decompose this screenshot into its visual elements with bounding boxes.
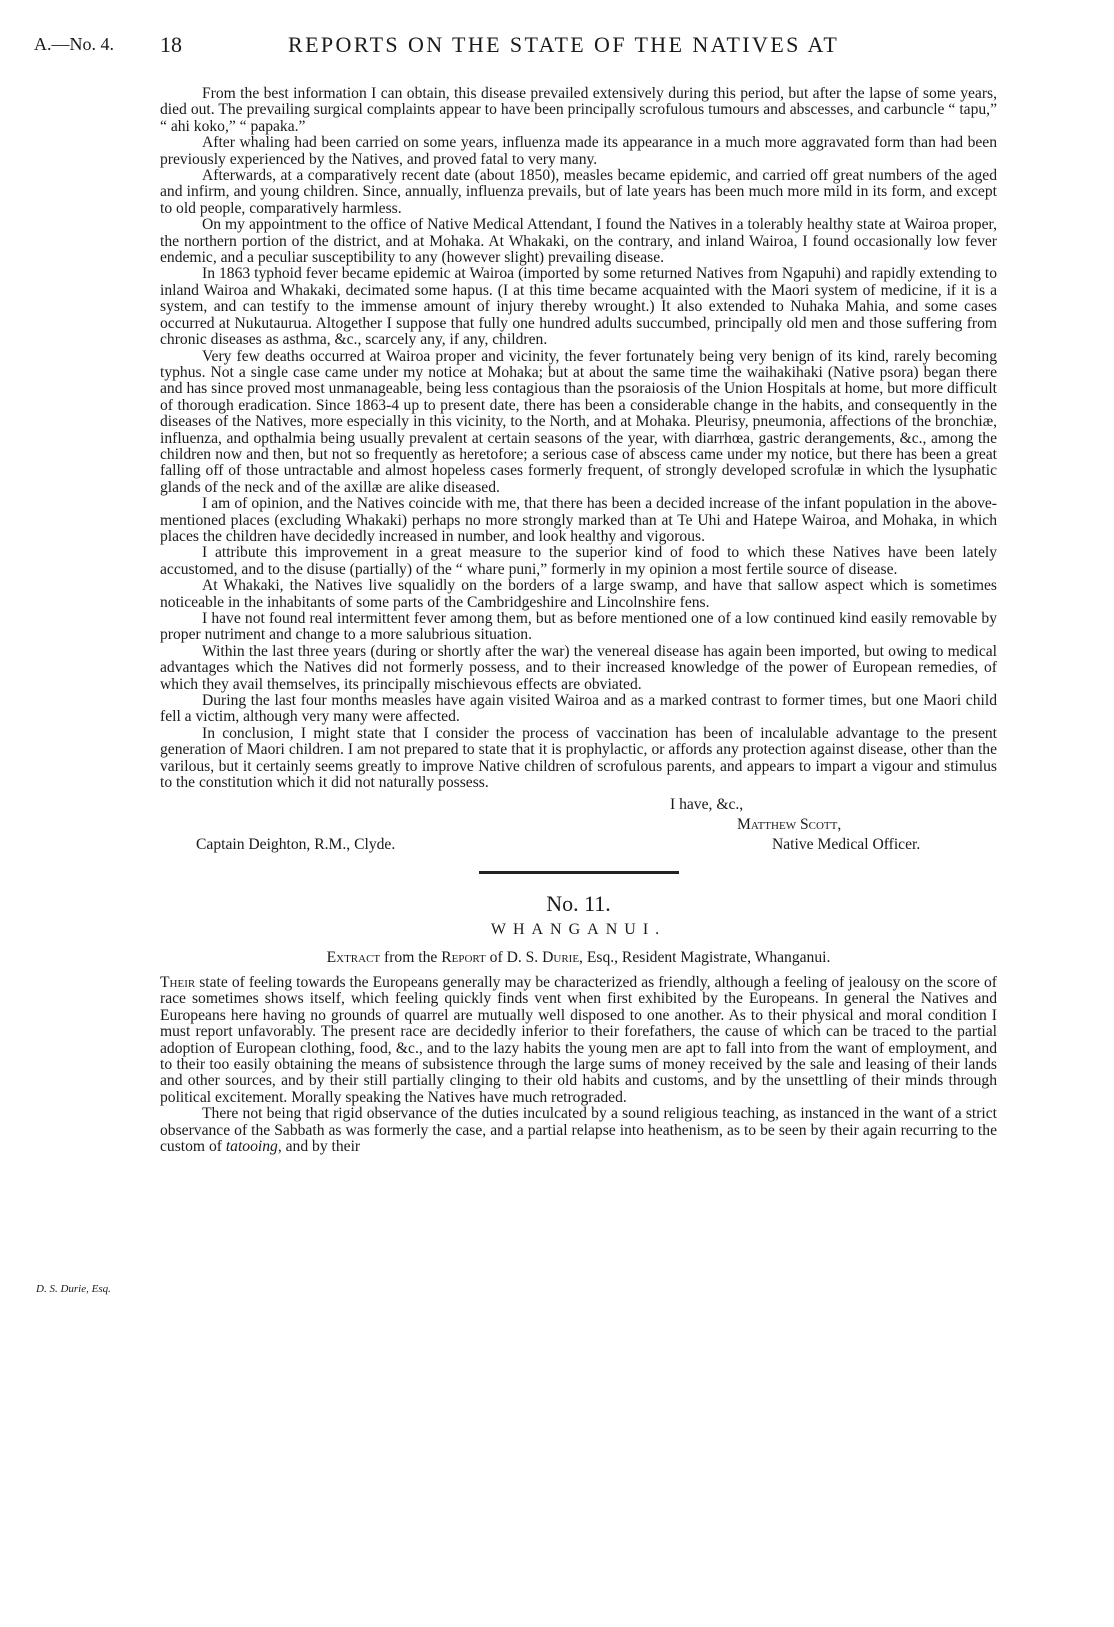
- paragraph: From the best information I can obtain, this disease prevailed extensively during this period, but after the lapse of some years, died out. The prevailing surgical complaints appear to have been principally scrofulous tumours and abscesses, and carbuncle “ tapu,” “ ahi koko,” “ papaka.”: [160, 85, 997, 135]
- paragraph: There not being that rigid observance of the duties inculcated by a sound religious teaching, as instanced in the want of a strict observance of the Sabbath as was formerly the case, and a partial relapse into heathenism, as to be seen by their again recurring to the custom of tatooing, and by their: [160, 1105, 997, 1155]
- running-title: REPORTS ON THE STATE OF THE NATIVES AT: [288, 32, 840, 57]
- paragraph: In 1863 typhoid fever became epidemic at Wairoa (imported by some returned Natives from Ngapuhi) and rapidly extending to inland Wairoa and Whakaki, decimated some hapus. (I at this time became acquainted with the Maori system of medicine, if it is a system, and can testify to the immense amount of injury thereby wrought.) It also extended to Nuhaka Mahia, and some cases occurred at Nukutaurua. Altogether I suppose that fully one hundred adults succumbed, principally old men and those suffering from chronic diseases as asthma, &c., scarcely any, if any, children.: [160, 265, 997, 349]
- document-body: [160, 86, 997, 1155]
- signature-block: [160, 797, 997, 861]
- extract-heading: Extract from the Report of D. S. Durie, Esq., Resident Magistrate, Whanganui.: [326, 949, 831, 967]
- paragraph: On my appointment to the office of Native Medical Attendant, I found the Natives in a tolerably healthy state at Wairoa proper, the northern portion of the district, and at Mohaka. At Whakaki, on the contrary, and inland Wairoa, I found occasionally low fever endemic, and a peculiar susceptibility to any (however slight) prevailing disease.: [160, 216, 997, 267]
- paragraph: I am of opinion, and the Natives coincide with me, that there has been a decided increase of the infant population in the above-mentioned places (excluding Whakaki) perhaps no more strongly marked than at Te Uhi and Hatepe Wairoa, and Mohaka, in which places the children have decidedly increased in number, and look healthy and vigorous.: [160, 495, 997, 545]
- paragraph: I have not found real intermittent fever among them, but as before mentioned one of a low continued kind easily removable by proper nutriment and change to a more salubrious situation.: [160, 610, 997, 644]
- addressee: Captain Deighton, R.M., Clyde.: [196, 836, 396, 854]
- document-reference: A.—No. 4.: [34, 34, 114, 54]
- paragraph: Within the last three years (during or shortly after the war) the venereal disease has again been imported, but owing to medical advantages which the Natives did not formerly possess, and to their increased knowledge of the power of European remedies, of which they avail themselves, its principally mischievous effects are obviated.: [160, 642, 997, 693]
- paragraph: After whaling had been carried on some years, influenza made its appearance in a much more aggravated form than had been previously experienced by the Natives, and proved fatal to very many.: [160, 134, 997, 168]
- paragraph: Very few deaths occurred at Wairoa proper and vicinity, the fever fortunately being very benign of its kind, rarely becoming typhus. Not a single case came under my notice at Mohaka; but at about the same time the waihakihaki (Native psora) began there and has since proved most unmanageable, being less contagious than the psoraiosis of the Union Hospitals at home, but more difficult of thorough eradication. Since 1863-4 up to present date, there has been a considerable change in the habits, and consequently in the diseases of the Natives, more especially in this vicinity, to the North, and at Mohaka. Pleurisy, pneumonia, affections of the bronchiæ, influenza, and opthalmia being usually prevalent at certain seasons of the year, with diarrhœa, gastric derangements, &c., among the children now and then, but not so frequently as heretofore; a serious case of abscess came under my notice, but there has been a great falling off of those untractable and almost hopeless cases formerly frequent, of strongly developed scrofulæ in which the lysuphatic glands of the neck and of the axillæ are alike diseased.: [160, 347, 997, 496]
- paragraph: I attribute this improvement in a great measure to the superior kind of food to which these Natives have been lately accustomed, and to the disuse (partially) of the “ whare puni,” formerly in my opinion a most fertile source of disease.: [160, 544, 997, 578]
- section-divider: [479, 871, 679, 874]
- signature-name: Matthew Scott,: [737, 816, 842, 834]
- signature-closing: I have, &c.,: [670, 796, 744, 814]
- paragraph: During the last four months measles have again visited Wairoa and as a marked contrast to former times, but one Maori child fell a victim, although very many were affected.: [160, 692, 997, 726]
- lead-word: Their: [160, 973, 196, 991]
- paragraph: Afterwards, at a comparatively recent date (about 1850), measles became epidemic, and carried off great numbers of the aged and infirm, and young children. Since, annually, influenza prevails, but of late years has been much more mild in its form, and except to old people, comparatively harmless.: [160, 167, 997, 217]
- section-number: No. 11.: [546, 891, 611, 917]
- section-heading: WHANGANUI.: [490, 921, 667, 939]
- signature-title: Native Medical Officer.: [772, 836, 921, 854]
- paragraph: In conclusion, I might state that I consider the process of vaccination has been of incalulable advantage to the present generation of Maori children. I am not prepared to state that it is prophylactic, or affords any protection against disease, other than the varilous, but it certainly seems greatly to improve Native children of scrofulous parents, and appears to impart a vigour and stimulus to the constitution which it did not naturally possess.: [160, 724, 997, 792]
- paragraph: Their state of feeling towards the Europeans generally may be characterized as friendly, although a feeling of jealousy on the score of race sometimes shows itself, which feeling quickly finds vent when first exhibited by the Europeans. In general the Natives and Europeans here having no grounds of quarrel are mutually well disposed to one another. As to their physical and moral condition I must report unfavorably. The present race are decidedly inferior to their forefathers, the cause of which can be traced to the partial adoption of European clothing, food, &c., and to the lazy habits the young men are apt to fall into from the want of employment, and to their too easily obtaining the means of subsistence through the large sums of money received by the sale and leasing of their lands and other sources, and by their still partially clinging to their old habits and customs, and by the unsettling of their minds through political excitement. Morally speaking the Natives have much retrograded.: [160, 973, 997, 1106]
- margin-note: D. S. Durie, Esq.: [36, 1283, 111, 1295]
- page-number: 18: [160, 32, 182, 57]
- paragraph: At Whakaki, the Natives live squalidly on the borders of a large swamp, and have that sallow aspect which is sometimes noticeable in the inhabitants of some parts of the Cambridgeshire and Lincolnshire fens.: [160, 577, 997, 611]
